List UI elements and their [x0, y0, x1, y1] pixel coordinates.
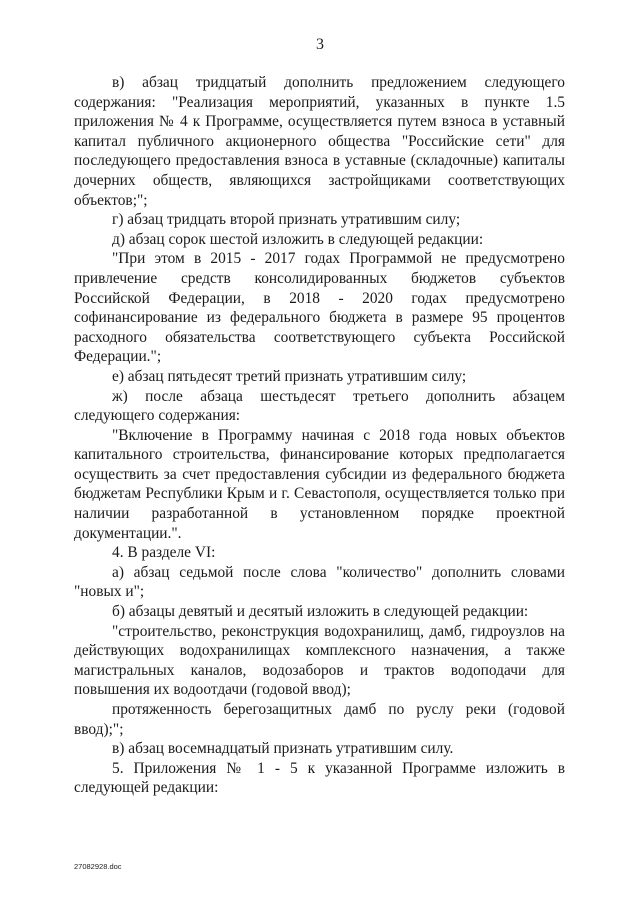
- paragraph-v-eighteenth: в) абзац восемнадцатый признать утратившим силу.: [112, 740, 454, 758]
- paragraph-quote-construction: "строительство, реконструкция водохранилищ, дамб, гидроузлов на действующих водохранилищах комплексного назначения, а также магистральных каналов, водозаборов и трактов водоподачи для повышения их водоотдачи (годовой ввод);: [74, 622, 565, 699]
- paragraph-dam-length: протяженность берегозащитных дамб по руслу реки (годовой ввод);";: [74, 701, 565, 738]
- paragraph-quote-2015-2017: "При этом в 2015 - 2017 годах Программой не предусмотрено привлечение средств консолидированных бюджетов субъектов Российской Федерации, в 2018 - 2020 годах предусмотрено софинансирование из федерального бюджета в размере 95 процентов расходного обязательства соответствующего субъекта Российской Федерации.";: [74, 250, 565, 366]
- paragraph-b-ninth-tenth: б) абзацы девятый и десятый изложить в следующей редакции:: [112, 603, 529, 621]
- paragraph-g-thirty-second: г) абзац тридцать второй признать утратившим силу;: [112, 211, 461, 229]
- paragraph-zh-sixty-third: ж) после абзаца шестьдесят третьего дополнить абзацем следующего содержания:: [74, 387, 565, 425]
- document-filename: 27082928.doc: [74, 862, 122, 871]
- paragraph-e-fifty-third: е) абзац пятьдесят третий признать утратившим силу;: [112, 367, 467, 385]
- document-body: [74, 73, 565, 798]
- paragraph-section-vi: 4. В разделе VI:: [112, 544, 216, 562]
- page-number: 3: [316, 36, 324, 53]
- paragraph-appendices: 5. Приложения № 1 - 5 к указанной Программе изложить в следующей редакции:: [74, 759, 565, 797]
- paragraph-a-seventh: а) абзац седьмой после слова "количество" дополнить словами "новых и";: [74, 563, 565, 601]
- paragraph-v-thirtieth: в) абзац тридцатый дополнить предложением следующего содержания: "Реализация мероприятий, указанных в пункте 1.5 приложения № 4 к Программе, осуществляется путем взноса в уставный капитал публичного акционерного общества "Российские сети" для последующего предоставления взноса в уставные (складочные) капиталы дочерних обществ, являющихся застройщиками соответствующих объектов;";: [74, 74, 565, 209]
- paragraph-d-forty-sixth: д) абзац сорок шестой изложить в следующей редакции:: [112, 230, 484, 248]
- paragraph-quote-2018-inclusion: "Включение в Программу начиная с 2018 года новых объектов капитального строительства, финансирование которых предполагается осуществить за счет предоставления субсидии из федерального бюджета бюджетам Республики Крым и г. Севастополя, осуществляется только при наличии разработанной в установленном порядке проектной документации.".: [74, 426, 565, 542]
